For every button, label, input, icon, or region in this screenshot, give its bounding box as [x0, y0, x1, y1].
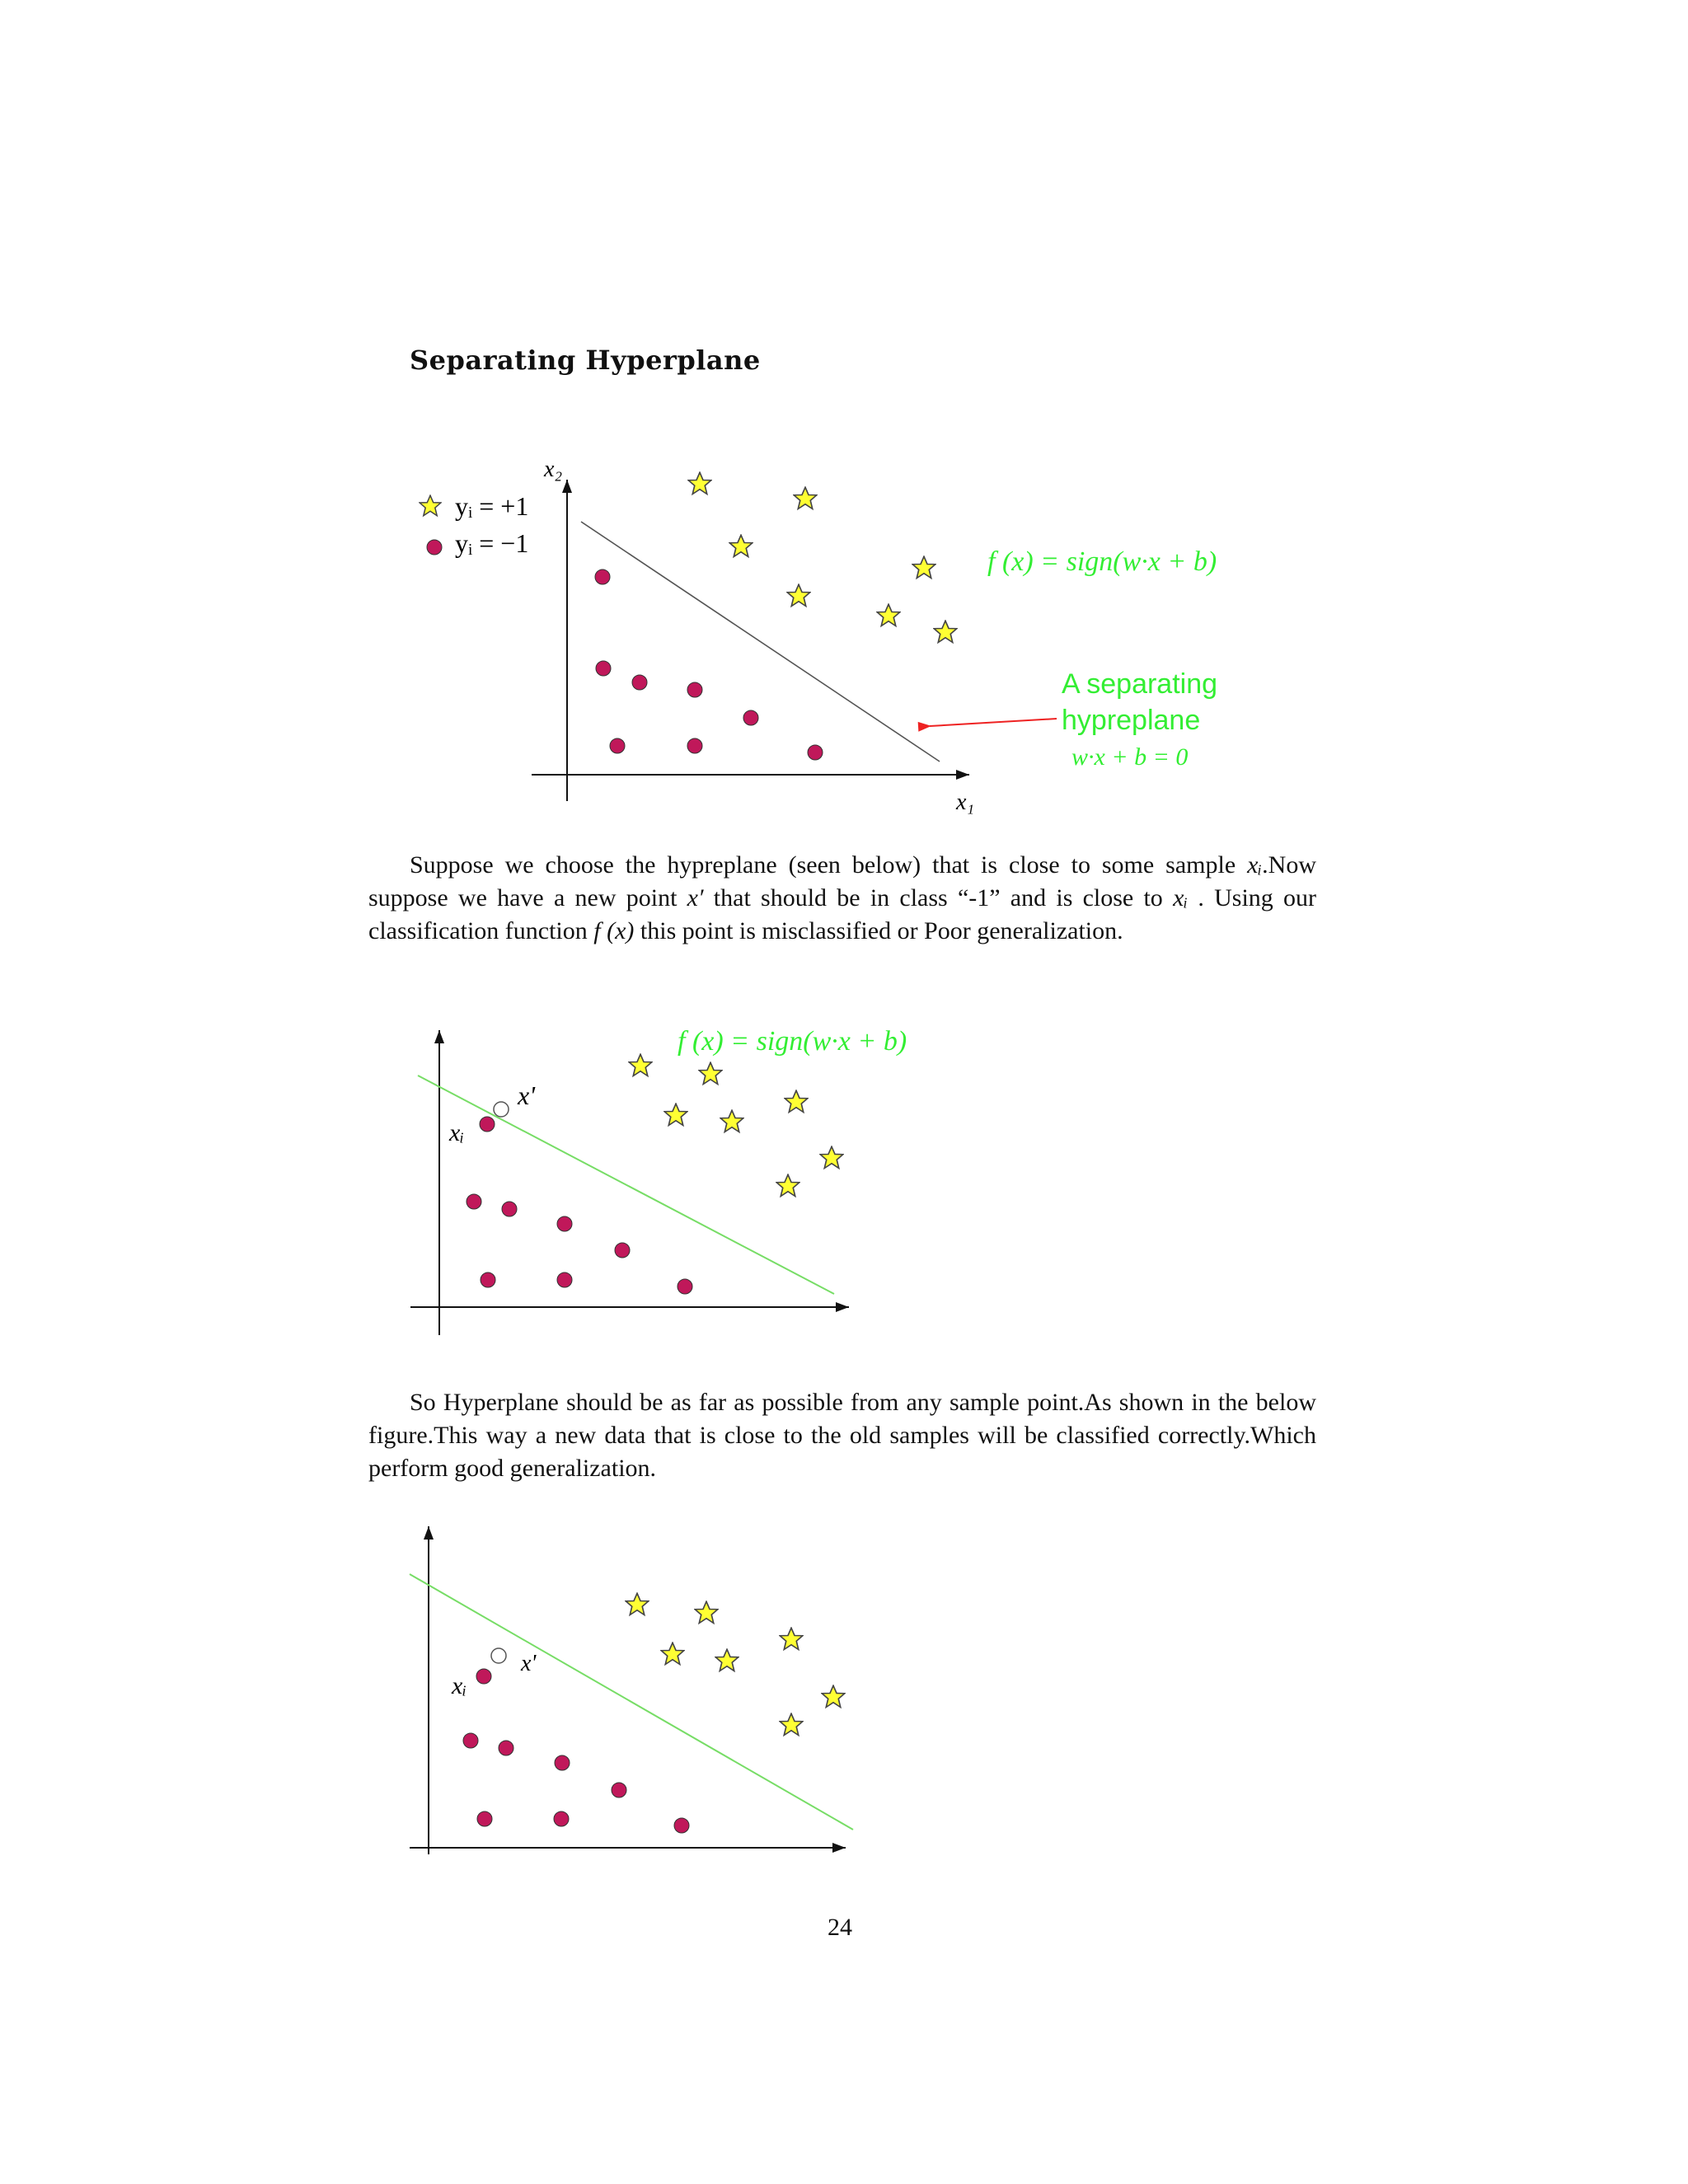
fig2-label-xi: xᵢ	[449, 1119, 465, 1146]
star-point	[626, 1593, 649, 1615]
fig3-label-xprime: x'	[521, 1651, 537, 1676]
callout-line-1: A separating	[1062, 668, 1218, 700]
fig3-label-xi: xᵢ	[452, 1672, 467, 1699]
para1-text: Suppose we choose the hypreplane (seen below) that is close to some sample	[410, 851, 1248, 879]
dot-point	[674, 1818, 689, 1833]
para1-math-xi: xᵢ	[1247, 851, 1263, 879]
fig3-new-point-xprime	[491, 1648, 506, 1663]
star-point	[780, 1628, 803, 1649]
dot-point	[477, 1811, 492, 1826]
para1-text: .Now suppose we have a new point	[368, 851, 1316, 912]
fig2-classifier-formula: f (x) = sign(w·x + b)	[678, 1026, 907, 1057]
section-heading: Separating Hyperplane	[410, 344, 761, 376]
callout-equation: w·x + b = 0	[1071, 743, 1189, 771]
star-point	[661, 1643, 684, 1664]
legend-positive-label: yᵢ = +1	[455, 491, 529, 521]
fig2-label-xprime: x'	[518, 1080, 536, 1110]
dot-point	[463, 1733, 478, 1748]
page-number: 24	[828, 1914, 852, 1941]
para1-text: that should be in class “-1” and is close to	[703, 884, 1174, 912]
legend-negative-label: yᵢ = −1	[455, 528, 529, 558]
fig3-negative-points	[463, 1669, 689, 1833]
para1-math-xprime: x′	[687, 884, 704, 912]
dot-point	[476, 1669, 491, 1684]
fig1-axis-x2-label: x₂	[544, 457, 563, 482]
fig1-classifier-formula: f (x) = sign(w·x + b)	[987, 546, 1217, 577]
para2-text: So Hyperplane should be as far as possible from any sample point.As shown in the below figure.This way a new data that is close to the old samples will be classified correctly.Which perform good generalization.	[368, 1389, 1316, 1482]
dot-point	[612, 1783, 626, 1797]
star-point	[822, 1685, 845, 1707]
star-point	[715, 1649, 738, 1671]
star-point	[780, 1713, 803, 1735]
para1-math-fx: f (x)	[593, 917, 635, 944]
para1-math-xi: xᵢ	[1173, 884, 1189, 912]
fig3-positive-points	[626, 1593, 845, 1735]
para1-text: this point is misclassified or Poor generalization.	[634, 917, 1123, 944]
fig1-axis-x1-label: x₁	[956, 790, 975, 815]
dot-point	[555, 1755, 570, 1770]
callout-line-2: hypreplane	[1062, 705, 1201, 736]
para1-text: . Using our classification function	[368, 884, 1317, 944]
star-point	[695, 1601, 718, 1623]
dot-point	[499, 1741, 513, 1755]
dot-point	[554, 1811, 569, 1826]
